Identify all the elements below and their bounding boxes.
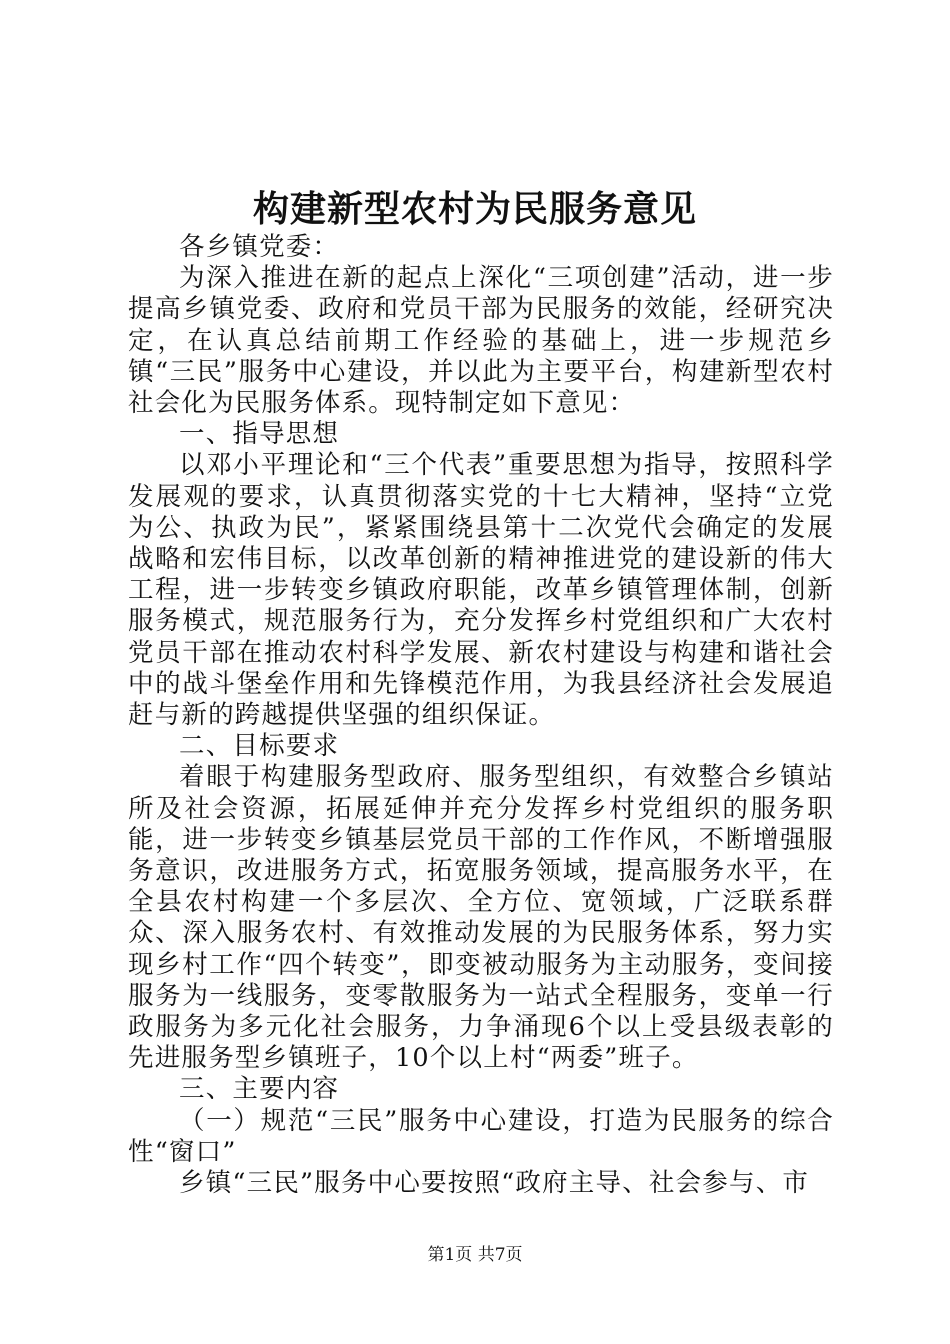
document-title: 构建新型农村为民服务意见: [252, 188, 697, 230]
subsection-heading-1: （一）规范“三民”服务中心建设，打造为民服务的综合性“窗口”: [128, 1105, 834, 1167]
goals-paragraph: 着眼于构建服务型政府、服务型组织，有效整合乡镇站所及社会资源，拓展延伸并充分发挥乡村党组织的服务职能，进一步转变乡镇基层党员干部的工作作风，不断增强服务意识，改进服务方式，拓宽服务领域，提高服务水平，在全县农村构建一个多层次、全方位、宽领域，广泛联系群众、深入服务农村、有效推动发展的为民服务体系，努力实现乡村工作“四个转变”，即变被动服务为主动服务，变间接服务为一线服务，变零散服务为一站式全程服务，变单一行政服务为多元化社会服务，力争涌现6个以上受县级表彰的先进服务型乡镇班子，10个以上村“两委”班子。: [128, 762, 834, 1074]
page-footer: 第1页 共7页: [427, 1245, 523, 1265]
subsection-paragraph-1: 乡镇“三民”服务中心要按照“政府主导、社会参与、市: [179, 1168, 810, 1199]
section-heading-guiding-ideology: 一、指导思想: [179, 419, 340, 450]
document-body: [128, 232, 834, 1199]
guiding-ideology-paragraph: 以邓小平理论和“三个代表”重要思想为指导，按照科学发展观的要求，认真贯彻落实党的十七大精神，坚持“立党为公、执政为民”，紧紧围绕县第十二次党代会确定的发展战略和宏伟目标，以改革创新的精神推进党的建设新的伟大工程，进一步转变乡镇政府职能，改革乡镇管理体制，创新服务模式，规范服务行为，充分发挥乡村党组织和广大农村党员干部在推动农村科学发展、新农村建设与构建和谐社会中的战斗堡垒作用和先锋模范作用，为我县经济社会发展追赶与新的跨越提供坚强的组织保证。: [128, 450, 834, 731]
salutation: 各乡镇党委：: [179, 232, 340, 262]
section-heading-goals: 二、目标要求: [179, 731, 340, 762]
section-heading-main-content: 三、主要内容: [179, 1074, 340, 1105]
intro-paragraph: 为深入推进在新的起点上深化“三项创建”活动，进一步提高乡镇党委、政府和党员干部为民服务的效能，经研究决定，在认真总结前期工作经验的基础上，进一步规范乡镇“三民”服务中心建设，并以此为主要平台，构建新型农村社会化为民服务体系。现特制定如下意见：: [128, 263, 834, 419]
